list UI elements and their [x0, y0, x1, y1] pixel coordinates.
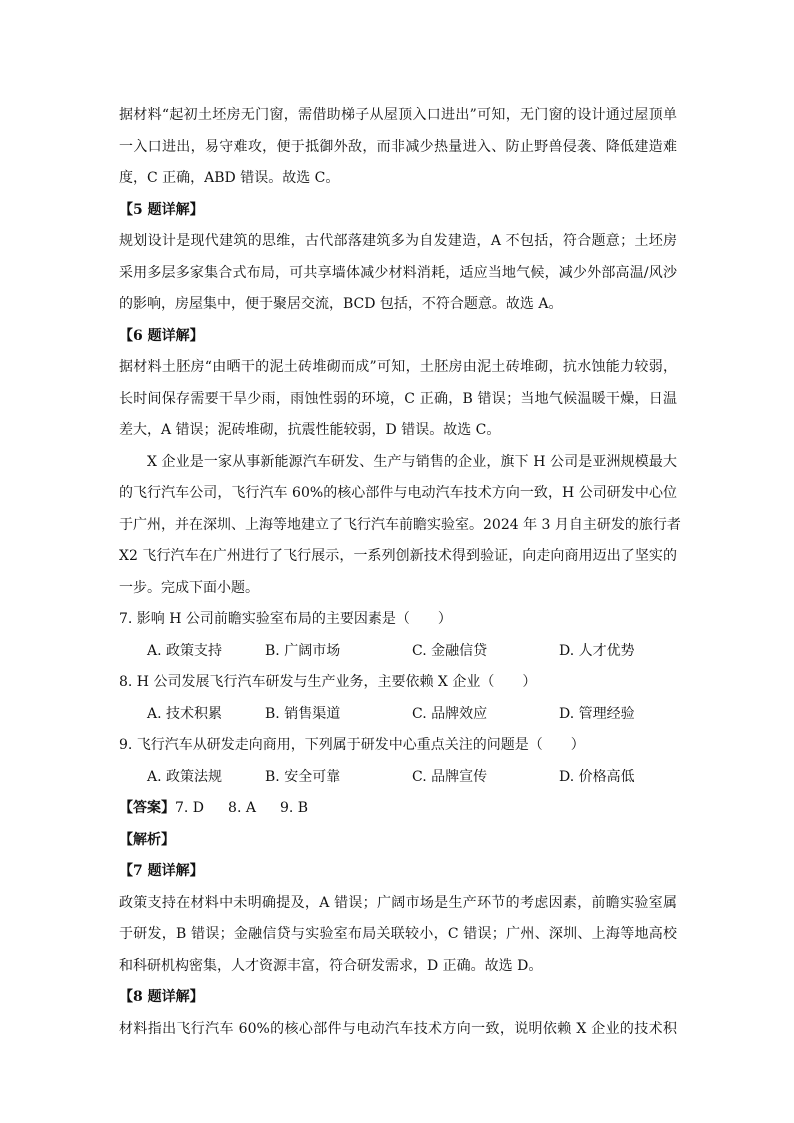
text-line: 的影响，房屋集中，便于聚居交流，BCD 包括，不符合题意。故选 A。	[119, 296, 563, 312]
text-line: 政策支持在材料中未明确提及，A 错误；广阔市场是生产环节的考虑因素，前瞻实验室属	[119, 894, 677, 911]
answer-9: 9. B	[279, 800, 309, 816]
text-line: 一入口进出，易守难攻，便于抵御外敌，而非减少热量进入、防止野兽侵袭、降低建造难	[119, 138, 677, 155]
option-a: A. 政策支持	[147, 642, 223, 659]
question-options-9	[119, 762, 677, 794]
section-heading-q8: 【8 题详解】	[119, 989, 204, 1005]
text-line: 度，C 正确，ABD 错误。故选 C。	[119, 170, 340, 186]
option-c: C. 品牌效应	[412, 705, 488, 722]
section-heading-q5: 【5 题详解】	[119, 201, 204, 218]
text-line: 于研发，B 错误；金融信贷与实验室布局关联较小，C 错误；广州、深圳、上海等地高校	[119, 926, 677, 942]
material-line: X 企业是一家从事新能源汽车研发、生产与销售的企业，旗下 H 公司是亚洲规模最大	[147, 453, 677, 470]
section-heading-q6: 【6 题详解】	[119, 327, 204, 344]
text-line: 采用多层多家集合式布局，可共享墙体减少材料消耗，适应当地气候，减少外部高温/风沙	[119, 264, 677, 281]
text-line: 据材料土胚房“由晒干的泥土砖堆砌而成”可知，土胚房由泥土砖堆砌，抗水蚀能力较弱，	[119, 359, 677, 375]
option-b: B. 广阔市场	[265, 642, 341, 659]
material-line: 于广州，并在深圳、上海等地建立了飞行汽车前瞻实验室。2024 年 3 月自主研发的旅行者	[119, 516, 681, 533]
answer-label: 【答案】	[119, 800, 175, 816]
option-c: C. 金融信贷	[412, 642, 488, 659]
text-line: 材料指出飞行汽车 60%的核心部件与电动汽车技术方向一致，说明依赖 X 企业的技术积	[119, 1020, 677, 1037]
question-stem-8: 8. H 公司发展飞行汽车研发与生产业务，主要依赖 X 企业（ ）	[119, 674, 537, 690]
text-line: 差大，A 错误；泥砖堆砌，抗震性能较弱，D 错误。故选 C。	[119, 422, 501, 438]
question-stem-7: 7. 影响 H 公司前瞻实验室布局的主要因素是（ ）	[119, 611, 452, 627]
section-heading-q7: 【7 题详解】	[119, 863, 204, 879]
material-line: X2 飞行汽车在广州进行了飞行展示，一系列创新技术得到验证，向走向商用迈出了坚实的	[119, 548, 677, 564]
option-d: D. 价格高低	[559, 768, 635, 785]
text-line: 长时间保存需要干旱少雨，雨蚀性弱的环境，C 正确，B 错误；当地气候温暖干燥，日温	[119, 390, 677, 407]
answer-line	[119, 793, 677, 825]
question-stem-9: 9. 飞行汽车从研发走向商用，下列属于研发中心重点关注的问题是（ ）	[119, 737, 585, 753]
question-options-7	[119, 636, 677, 668]
answer-8: 8. A	[228, 800, 256, 816]
option-c: C. 品牌宣传	[412, 768, 488, 785]
option-b: B. 销售渠道	[265, 705, 341, 722]
text-line: 规划设计是现代建筑的思维，古代部落建筑多为自发建造，A 不包括，符合题意；土坯房	[119, 233, 677, 249]
document-body	[119, 100, 681, 1045]
text-line: 据材料“起初土坯房无门窗，需借助梯子从屋顶入口进出”可知，无门窗的设计通过屋顶单	[119, 107, 677, 123]
analysis-heading: 【解析】	[119, 831, 175, 848]
question-options-8	[119, 699, 677, 731]
answer-7: 7. D	[175, 800, 205, 816]
material-line: 的飞行汽车公司，飞行汽车 60%的核心部件与电动汽车技术方向一致，H 公司研发中心位	[119, 485, 677, 501]
option-a: A. 技术积累	[147, 705, 223, 722]
option-d: D. 人才优势	[559, 642, 635, 659]
material-line: 一步。完成下面小题。	[119, 579, 259, 596]
option-d: D. 管理经验	[559, 705, 635, 722]
option-a: A. 政策法规	[147, 768, 223, 785]
option-b: B. 安全可靠	[265, 768, 341, 785]
text-line: 和科研机构密集，人才资源丰富，符合研发需求，D 正确。故选 D。	[119, 957, 543, 974]
